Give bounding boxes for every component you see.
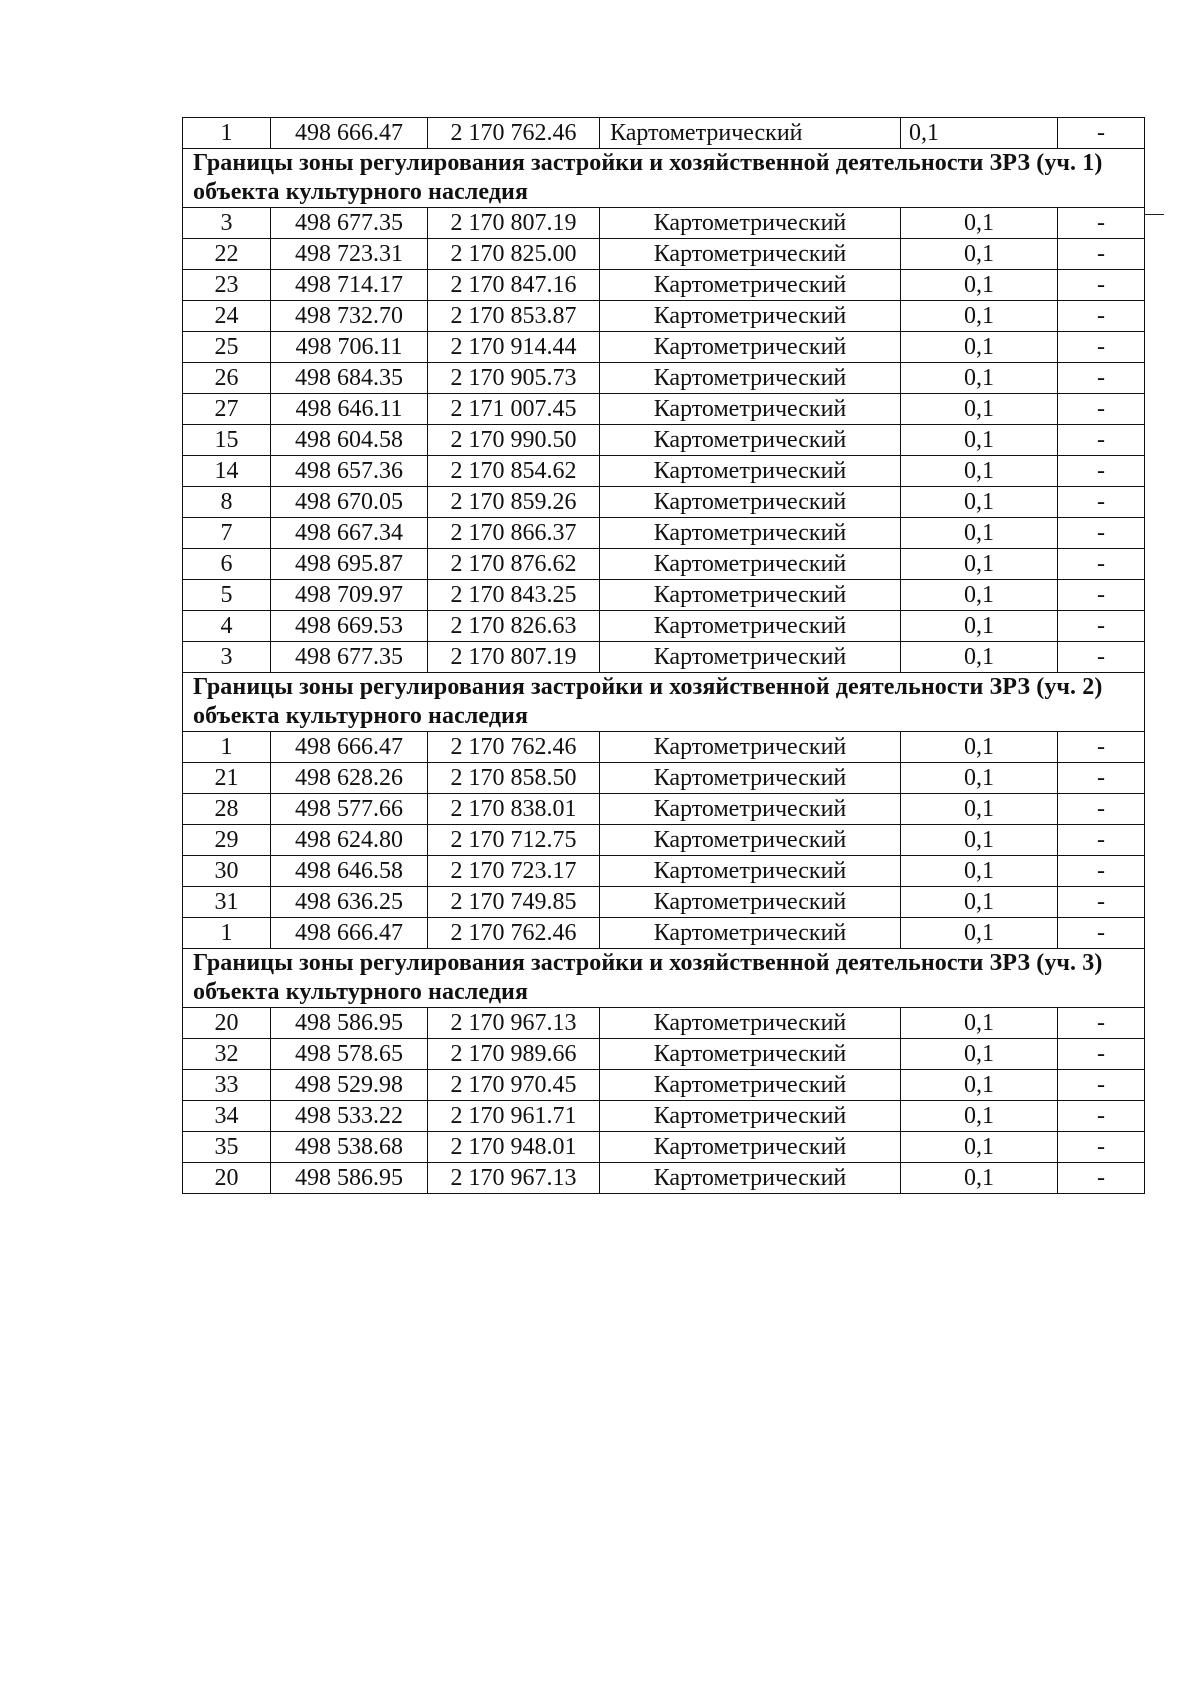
table-row <box>183 487 1145 518</box>
extra-cell: - <box>1058 763 1145 794</box>
point-number-cell: 20 <box>183 1008 271 1039</box>
point-number-cell: 4 <box>183 611 271 642</box>
accuracy-cell: 0,1 <box>901 1132 1058 1163</box>
extra-cell: - <box>1058 270 1145 301</box>
accuracy-cell: 0,1 <box>901 1070 1058 1101</box>
method-cell: Картометрический <box>600 456 901 487</box>
x-coordinate-cell: 498 709.97 <box>271 580 428 611</box>
method-cell: Картометрический <box>600 394 901 425</box>
method-cell: Картометрический <box>600 549 901 580</box>
table-row <box>183 1070 1145 1101</box>
accuracy-cell: 0,1 <box>901 825 1058 856</box>
point-number-cell: 3 <box>183 642 271 673</box>
extra-cell: - <box>1058 332 1145 363</box>
y-coordinate-cell: 2 170 807.19 <box>428 208 600 239</box>
x-coordinate-cell: 498 578.65 <box>271 1039 428 1070</box>
point-number-cell: 15 <box>183 425 271 456</box>
point-number-cell: 1 <box>183 118 271 149</box>
point-number-cell: 29 <box>183 825 271 856</box>
extra-cell: - <box>1058 887 1145 918</box>
x-coordinate-cell: 498 723.31 <box>271 239 428 270</box>
point-number-cell: 28 <box>183 794 271 825</box>
extra-cell: - <box>1058 1039 1145 1070</box>
x-coordinate-cell: 498 586.95 <box>271 1163 428 1194</box>
x-coordinate-cell: 498 677.35 <box>271 208 428 239</box>
x-coordinate-cell: 498 714.17 <box>271 270 428 301</box>
y-coordinate-cell: 2 170 866.37 <box>428 518 600 549</box>
section-header-row <box>183 949 1145 1008</box>
table-row <box>183 1163 1145 1194</box>
x-coordinate-cell: 498 695.87 <box>271 549 428 580</box>
point-number-cell: 14 <box>183 456 271 487</box>
x-coordinate-cell: 498 732.70 <box>271 301 428 332</box>
table-row <box>183 363 1145 394</box>
point-number-cell: 33 <box>183 1070 271 1101</box>
method-cell: Картометрический <box>600 332 901 363</box>
point-number-cell: 21 <box>183 763 271 794</box>
y-coordinate-cell: 2 170 859.26 <box>428 487 600 518</box>
table-row <box>183 732 1145 763</box>
point-number-cell: 7 <box>183 518 271 549</box>
extra-cell: - <box>1058 394 1145 425</box>
y-coordinate-cell: 2 170 723.17 <box>428 856 600 887</box>
table-row <box>183 456 1145 487</box>
method-cell: Картометрический <box>600 1070 901 1101</box>
x-coordinate-cell: 498 706.11 <box>271 332 428 363</box>
point-number-cell: 3 <box>183 208 271 239</box>
method-cell: Картометрический <box>600 1132 901 1163</box>
method-cell: Картометрический <box>600 1101 901 1132</box>
method-cell: Картометрический <box>600 611 901 642</box>
y-coordinate-cell: 2 170 858.50 <box>428 763 600 794</box>
x-coordinate-cell: 498 646.58 <box>271 856 428 887</box>
table-row <box>183 856 1145 887</box>
x-coordinate-cell: 498 628.26 <box>271 763 428 794</box>
point-number-cell: 25 <box>183 332 271 363</box>
method-cell: Картометрический <box>600 239 901 270</box>
accuracy-cell: 0,1 <box>901 394 1058 425</box>
y-coordinate-cell: 2 170 853.87 <box>428 301 600 332</box>
y-coordinate-cell: 2 170 914.44 <box>428 332 600 363</box>
x-coordinate-cell: 498 684.35 <box>271 363 428 394</box>
extra-cell: - <box>1058 487 1145 518</box>
method-cell: Картометрический <box>600 856 901 887</box>
y-coordinate-cell: 2 170 762.46 <box>428 732 600 763</box>
method-cell: Картометрический <box>600 887 901 918</box>
method-cell: Картометрический <box>600 580 901 611</box>
method-cell: Картометрический <box>600 270 901 301</box>
table-row <box>183 1101 1145 1132</box>
x-coordinate-cell: 498 624.80 <box>271 825 428 856</box>
point-number-cell: 20 <box>183 1163 271 1194</box>
y-coordinate-cell: 2 170 989.66 <box>428 1039 600 1070</box>
accuracy-cell: 0,1 <box>901 425 1058 456</box>
table-row <box>183 825 1145 856</box>
accuracy-cell: 0,1 <box>901 332 1058 363</box>
table-row <box>183 208 1145 239</box>
table-row <box>183 1008 1145 1039</box>
table-row <box>183 394 1145 425</box>
y-coordinate-cell: 2 170 970.45 <box>428 1070 600 1101</box>
y-coordinate-cell: 2 170 967.13 <box>428 1163 600 1194</box>
extra-cell: - <box>1058 642 1145 673</box>
x-coordinate-cell: 498 636.25 <box>271 887 428 918</box>
scan-edge-mark <box>1144 214 1164 215</box>
accuracy-cell: 0,1 <box>901 856 1058 887</box>
extra-cell: - <box>1058 549 1145 580</box>
method-cell: Картометрический <box>600 208 901 239</box>
method-cell: Картометрический <box>600 301 901 332</box>
point-number-cell: 6 <box>183 549 271 580</box>
accuracy-cell: 0,1 <box>901 208 1058 239</box>
extra-cell: - <box>1058 239 1145 270</box>
method-cell: Картометрический <box>600 642 901 673</box>
extra-cell: - <box>1058 1008 1145 1039</box>
point-number-cell: 1 <box>183 918 271 949</box>
y-coordinate-cell: 2 170 762.46 <box>428 118 600 149</box>
x-coordinate-cell: 498 533.22 <box>271 1101 428 1132</box>
y-coordinate-cell: 2 170 712.75 <box>428 825 600 856</box>
table-row <box>183 332 1145 363</box>
y-coordinate-cell: 2 170 961.71 <box>428 1101 600 1132</box>
accuracy-cell: 0,1 <box>901 118 1058 149</box>
accuracy-cell: 0,1 <box>901 518 1058 549</box>
method-cell: Картометрический <box>600 1039 901 1070</box>
coordinates-table-body <box>183 118 1145 1194</box>
x-coordinate-cell: 498 604.58 <box>271 425 428 456</box>
x-coordinate-cell: 498 666.47 <box>271 118 428 149</box>
extra-cell: - <box>1058 580 1145 611</box>
extra-cell: - <box>1058 425 1145 456</box>
method-cell: Картометрический <box>600 518 901 549</box>
y-coordinate-cell: 2 170 838.01 <box>428 794 600 825</box>
x-coordinate-cell: 498 670.05 <box>271 487 428 518</box>
point-number-cell: 35 <box>183 1132 271 1163</box>
y-coordinate-cell: 2 170 749.85 <box>428 887 600 918</box>
table-row <box>183 549 1145 580</box>
extra-cell: - <box>1058 301 1145 332</box>
x-coordinate-cell: 498 529.98 <box>271 1070 428 1101</box>
section-title: Границы зоны регулирования застройки и хозяйственной деятельности ЗРЗ (уч. 2) объекта культурного наследия <box>183 673 1145 732</box>
x-coordinate-cell: 498 586.95 <box>271 1008 428 1039</box>
extra-cell: - <box>1058 1132 1145 1163</box>
section-header-row <box>183 673 1145 732</box>
accuracy-cell: 0,1 <box>901 794 1058 825</box>
extra-cell: - <box>1058 456 1145 487</box>
x-coordinate-cell: 498 666.47 <box>271 918 428 949</box>
point-number-cell: 24 <box>183 301 271 332</box>
accuracy-cell: 0,1 <box>901 918 1058 949</box>
x-coordinate-cell: 498 669.53 <box>271 611 428 642</box>
method-cell: Картометрический <box>600 1163 901 1194</box>
table-row <box>183 611 1145 642</box>
table-row <box>183 1039 1145 1070</box>
point-number-cell: 30 <box>183 856 271 887</box>
method-cell: Картометрический <box>600 918 901 949</box>
extra-cell: - <box>1058 363 1145 394</box>
x-coordinate-cell: 498 577.66 <box>271 794 428 825</box>
section-header-row <box>183 149 1145 208</box>
section-title: Границы зоны регулирования застройки и хозяйственной деятельности ЗРЗ (уч. 3) объекта культурного наследия <box>183 949 1145 1008</box>
x-coordinate-cell: 498 646.11 <box>271 394 428 425</box>
point-number-cell: 23 <box>183 270 271 301</box>
point-number-cell: 1 <box>183 732 271 763</box>
accuracy-cell: 0,1 <box>901 611 1058 642</box>
x-coordinate-cell: 498 657.36 <box>271 456 428 487</box>
point-number-cell: 26 <box>183 363 271 394</box>
table-row <box>183 918 1145 949</box>
method-cell: Картометрический <box>600 732 901 763</box>
table-row <box>183 1132 1145 1163</box>
extra-cell: - <box>1058 825 1145 856</box>
accuracy-cell: 0,1 <box>901 239 1058 270</box>
method-cell: Картометрический <box>600 487 901 518</box>
accuracy-cell: 0,1 <box>901 887 1058 918</box>
point-number-cell: 22 <box>183 239 271 270</box>
accuracy-cell: 0,1 <box>901 642 1058 673</box>
method-cell: Картометрический <box>600 363 901 394</box>
accuracy-cell: 0,1 <box>901 301 1058 332</box>
y-coordinate-cell: 2 170 967.13 <box>428 1008 600 1039</box>
y-coordinate-cell: 2 170 876.62 <box>428 549 600 580</box>
point-number-cell: 27 <box>183 394 271 425</box>
table-row <box>183 794 1145 825</box>
y-coordinate-cell: 2 170 807.19 <box>428 642 600 673</box>
accuracy-cell: 0,1 <box>901 270 1058 301</box>
method-cell: Картометрический <box>600 763 901 794</box>
table-row <box>183 887 1145 918</box>
accuracy-cell: 0,1 <box>901 580 1058 611</box>
x-coordinate-cell: 498 677.35 <box>271 642 428 673</box>
accuracy-cell: 0,1 <box>901 1101 1058 1132</box>
accuracy-cell: 0,1 <box>901 456 1058 487</box>
extra-cell: - <box>1058 1163 1145 1194</box>
y-coordinate-cell: 2 170 905.73 <box>428 363 600 394</box>
y-coordinate-cell: 2 170 826.63 <box>428 611 600 642</box>
extra-cell: - <box>1058 611 1145 642</box>
table-row <box>183 118 1145 149</box>
table-row <box>183 518 1145 549</box>
x-coordinate-cell: 498 667.34 <box>271 518 428 549</box>
extra-cell: - <box>1058 856 1145 887</box>
table-row <box>183 301 1145 332</box>
coordinates-table <box>182 117 1145 1194</box>
extra-cell: - <box>1058 732 1145 763</box>
table-row <box>183 642 1145 673</box>
extra-cell: - <box>1058 1101 1145 1132</box>
method-cell: Картометрический <box>600 825 901 856</box>
extra-cell: - <box>1058 518 1145 549</box>
section-title: Границы зоны регулирования застройки и хозяйственной деятельности ЗРЗ (уч. 1) объекта культурного наследия <box>183 149 1145 208</box>
point-number-cell: 32 <box>183 1039 271 1070</box>
y-coordinate-cell: 2 170 762.46 <box>428 918 600 949</box>
y-coordinate-cell: 2 170 843.25 <box>428 580 600 611</box>
y-coordinate-cell: 2 170 847.16 <box>428 270 600 301</box>
y-coordinate-cell: 2 170 825.00 <box>428 239 600 270</box>
point-number-cell: 8 <box>183 487 271 518</box>
x-coordinate-cell: 498 538.68 <box>271 1132 428 1163</box>
y-coordinate-cell: 2 171 007.45 <box>428 394 600 425</box>
y-coordinate-cell: 2 170 990.50 <box>428 425 600 456</box>
method-cell: Картометрический <box>600 425 901 456</box>
accuracy-cell: 0,1 <box>901 549 1058 580</box>
extra-cell: - <box>1058 794 1145 825</box>
y-coordinate-cell: 2 170 854.62 <box>428 456 600 487</box>
accuracy-cell: 0,1 <box>901 1163 1058 1194</box>
table-row <box>183 239 1145 270</box>
extra-cell: - <box>1058 208 1145 239</box>
table-row <box>183 763 1145 794</box>
accuracy-cell: 0,1 <box>901 763 1058 794</box>
point-number-cell: 5 <box>183 580 271 611</box>
extra-cell: - <box>1058 1070 1145 1101</box>
x-coordinate-cell: 498 666.47 <box>271 732 428 763</box>
extra-cell: - <box>1058 918 1145 949</box>
point-number-cell: 34 <box>183 1101 271 1132</box>
method-cell: Картометрический <box>600 1008 901 1039</box>
accuracy-cell: 0,1 <box>901 487 1058 518</box>
method-cell: Картометрический <box>600 794 901 825</box>
accuracy-cell: 0,1 <box>901 363 1058 394</box>
accuracy-cell: 0,1 <box>901 1008 1058 1039</box>
point-number-cell: 31 <box>183 887 271 918</box>
table-row <box>183 270 1145 301</box>
method-cell: Картометрический <box>600 118 901 149</box>
table-row <box>183 580 1145 611</box>
accuracy-cell: 0,1 <box>901 1039 1058 1070</box>
y-coordinate-cell: 2 170 948.01 <box>428 1132 600 1163</box>
extra-cell: - <box>1058 118 1145 149</box>
table-row <box>183 425 1145 456</box>
accuracy-cell: 0,1 <box>901 732 1058 763</box>
